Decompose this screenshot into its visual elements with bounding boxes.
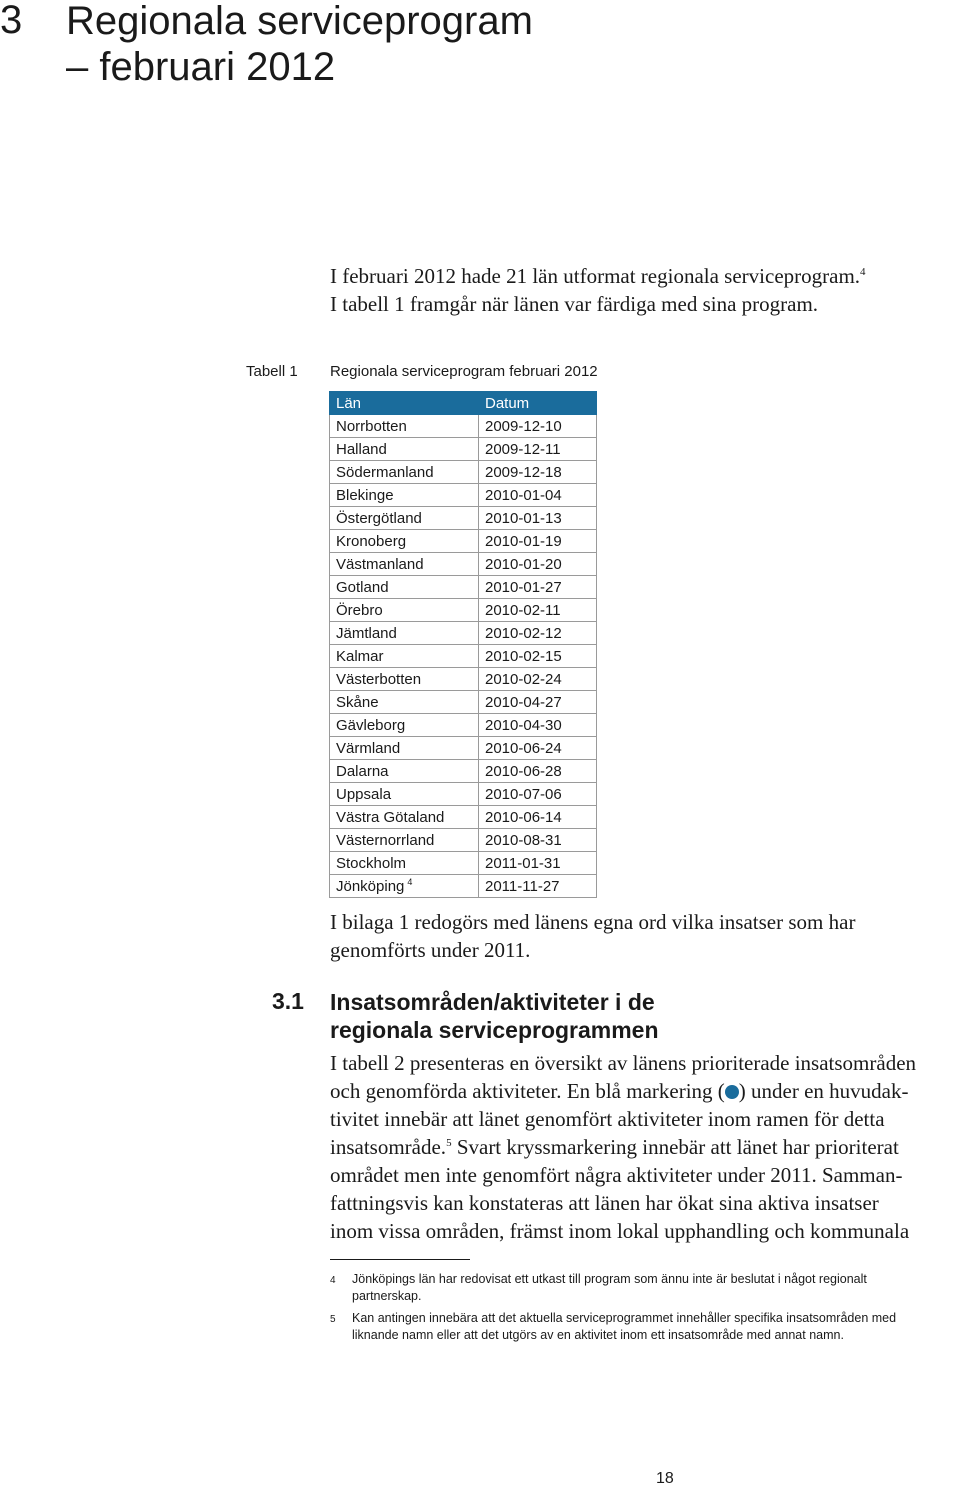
footnote-4 [330,1271,336,1289]
cell-lan: Västmanland [330,553,479,576]
table-row [330,737,597,760]
cell-lan: Halland [330,438,479,461]
table-row [330,576,597,599]
table-row [330,553,597,576]
table-body [330,415,597,898]
table-row [330,714,597,737]
table-row [330,829,597,852]
cell-datum: 2011-01-31 [479,852,597,875]
cell-lan: Gävleborg [330,714,479,737]
cell-datum: 2010-02-15 [479,645,597,668]
footnote-divider [330,1259,470,1260]
cell-lan: Jämtland [330,622,479,645]
chapter-title-line1: Regionala serviceprogram [66,0,533,43]
cell-lan: Blekinge [330,484,479,507]
body-line: inom vissa områden, främst inom lokal upphandling och kommunala [330,1219,910,1243]
table-row [330,691,597,714]
table-row [330,415,597,438]
table-row [330,484,597,507]
cell-lan: Uppsala [330,783,479,806]
cell-datum: 2010-01-13 [479,507,597,530]
table-label: Tabell 1 [246,363,298,380]
chapter-title-line2: – februari 2012 [66,45,336,89]
body-line: området men inte genomfört några aktiviteter under 2011. Samman- [330,1163,903,1187]
section-number: 3.1 [272,988,304,1014]
footnote-5-text: Kan antingen innebära att det aktuella serviceprogrammet innehåller specifika insatsområden med liknande namn eller att det utgörs av en aktivitet inom ett insatsområde med annat namn. [352,1311,897,1342]
cell-datum: 2009-12-18 [479,461,597,484]
body-line: I tabell 2 presenteras en översikt av länens prioriterade insatsområden [330,1051,917,1075]
table-row [330,599,597,622]
cell-lan: Västra Götaland [330,806,479,829]
cell-datum: 2009-12-11 [479,438,597,461]
body-line: och genomförda aktiviteter. En blå markering ( ) under en huvudak- [330,1079,909,1103]
cell-lan: Örebro [330,599,479,622]
cell-datum: 2010-08-31 [479,829,597,852]
cell-lan: Norrbotten [330,415,479,438]
cell-datum: 2010-01-04 [479,484,597,507]
footnote-number: 5 [330,1314,336,1325]
footnote-ref-4: 4 [860,266,866,278]
body-paragraph [330,1049,960,1245]
section-title-line1: Insatsområden/aktiviteter i de [330,989,655,1015]
body-line: insatsområde.$^5$ Svart kryssmarkering innebär att länet har prioriterat [330,1135,899,1159]
cell-datum: 2010-01-20 [479,553,597,576]
chapter-title [66,0,533,90]
table-row [330,760,597,783]
cell-datum: 2011-11-27 [479,875,597,898]
service-program-table [329,391,597,898]
cell-lan: Gotland [330,576,479,599]
footnote-ref-5: 5 [446,1137,452,1149]
appendix-line2: genomförts under 2011. [330,938,531,962]
cell-lan: Skåne [330,691,479,714]
intro-line2: I tabell 1 framgår när länen var färdiga med sina program. [330,292,819,316]
table-row [330,852,597,875]
section-title-line2: regionala serviceprogrammen [330,1017,659,1043]
table-row [330,622,597,645]
cell-lan: Värmland [330,737,479,760]
cell-datum: 2010-01-19 [479,530,597,553]
table-row [330,461,597,484]
cell-datum: 2010-06-28 [479,760,597,783]
cell-datum: 2010-02-11 [479,599,597,622]
appendix-paragraph [330,908,950,964]
body-line: fattningsvis kan konstateras att länen har ökat sina aktiva insatser [330,1191,879,1215]
cell-datum: 2009-12-10 [479,415,597,438]
cell-lan: Jönköping $^4$ [330,875,479,898]
cell-datum: 2010-02-24 [479,668,597,691]
cell-datum: 2010-04-30 [479,714,597,737]
table-caption: Regionala serviceprogram februari 2012 [330,363,598,380]
cell-lan: Västernorrland [330,829,479,852]
appendix-line1: I bilaga 1 redogörs med länens egna ord vilka insatser som har [330,910,856,934]
table-row [330,875,597,898]
blue-marker-icon [725,1085,739,1099]
intro-line1: I februari 2012 hade 21 län utformat regionala serviceprogram. [330,264,861,288]
table-row [330,438,597,461]
footnote-number: 4 [330,1275,336,1286]
cell-lan: Dalarna [330,760,479,783]
cell-lan: Östergötland [330,507,479,530]
table-row [330,668,597,691]
table-row [330,783,597,806]
cell-datum: 2010-07-06 [479,783,597,806]
intro-paragraph [330,262,950,318]
chapter-number: 3 [0,0,23,42]
cell-datum: 2010-06-24 [479,737,597,760]
cell-lan: Stockholm [330,852,479,875]
section-title [330,988,659,1044]
table-row [330,507,597,530]
footnote-4-text: Jönköpings län har redovisat ett utkast till program som ännu inte är beslutat i något regionalt partnerskap. [352,1272,867,1303]
table-row [330,806,597,829]
table-header-row [330,392,597,415]
cell-datum: 2010-02-12 [479,622,597,645]
cell-datum: 2010-01-27 [479,576,597,599]
header-lan: Län [330,392,479,415]
cell-lan: Kronoberg [330,530,479,553]
table-row [330,530,597,553]
cell-datum: 2010-04-27 [479,691,597,714]
footnote-5 [330,1310,336,1328]
cell-lan: Kalmar [330,645,479,668]
cell-datum: 2010-06-14 [479,806,597,829]
header-datum: Datum [479,392,597,415]
body-line: tivitet innebär att länet genomfört aktiviteter inom ramen för detta [330,1107,885,1131]
page-number: 18 [656,1470,674,1487]
footnote-ref-4: 4 [407,876,413,887]
table-row [330,645,597,668]
cell-lan: Västerbotten [330,668,479,691]
cell-lan: Södermanland [330,461,479,484]
